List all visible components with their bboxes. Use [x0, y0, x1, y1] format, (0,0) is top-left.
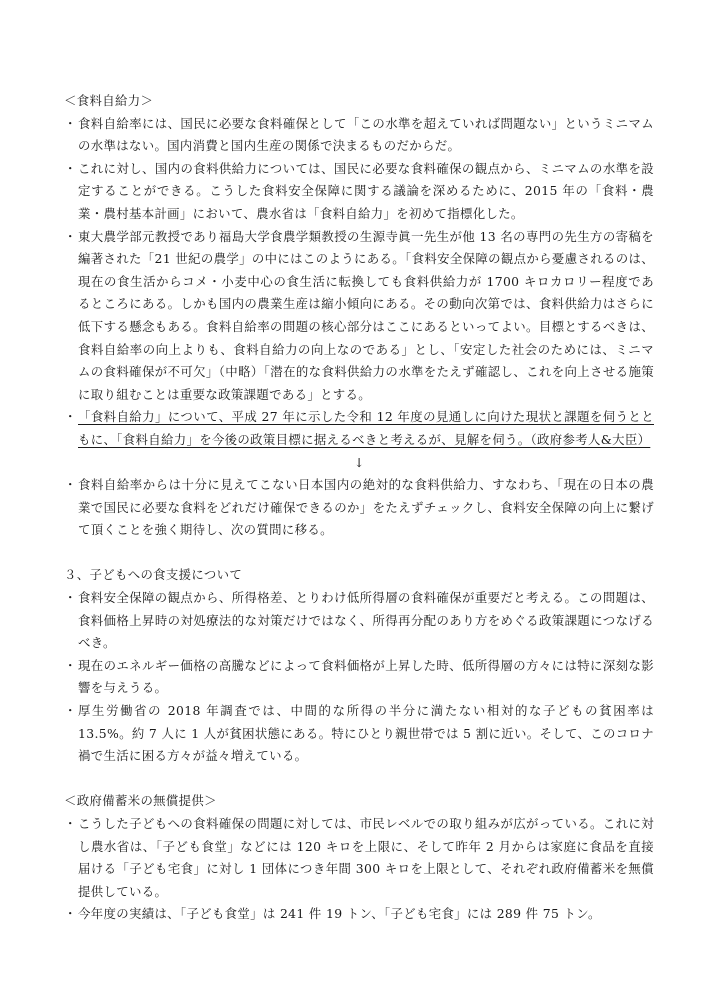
paragraph-text: 東大農学部元教授であり福島大学食農学類教授の生源寺眞一先生が他 13 名の専門の先生方の寄稿を編著された「21 世紀の農学」の中にはこのようにある。「食料安全保障の観点から憂慮されるのは、現在の食生活からコメ・小麦中心の食生活に転換しても食料供給力が 1700 キロカロリー程度であるところにある。しかも国内の農業生産は縮小傾向にある。その動向次第では、食料供給力はさらに低下する懸念もある。食料自給率の問題の核心部分はここにあるといってよい。目標とするべきは、食料自給率の向上よりも、食料自給力の向上なのである」とし、「安定した社会のためには、ミニマムの食料確保が不可欠」（中略）「潜在的な食料供給力の水準をたえず確認し、これを向上させる施策に取り組むことは重要な政策課題である」とする。 — [78, 228, 655, 402]
section-heading-food-self-sufficiency-capacity: ＜食料自給力＞ — [64, 93, 154, 108]
bullet-marker: ・ — [64, 703, 77, 719]
list-item — [64, 587, 654, 655]
bullet-marker: ・ — [64, 160, 77, 176]
paragraph-text: 食料自給率からは十分に見えてこない日本国内の絶対的な食料供給力、すなわち、「現在の日本の農業で国民に必要な食料をどれだけ確保できるのか」をたえずチェックし、食料安全保障の向上に繋げて頂くことを強く期待し、次の質問に移る。 — [78, 477, 654, 538]
paragraph-text: これに対し、国内の食料供給力については、国民に必要な食料確保の観点から、ミニマムの水準を設定することができる。こうした食料安全保障に関する議論を深めるために、2015 年の「食料・農業・農村基本計画」において、農水省は「食料自給力」を初めて指標化した。 — [78, 160, 654, 221]
list-item — [64, 700, 654, 768]
bullet-marker: ・ — [64, 906, 77, 922]
list-item — [64, 655, 654, 700]
section-heading-government-rice-provision: ＜政府備蓄米の無償提供＞ — [64, 793, 217, 809]
paragraph-text: こうした子どもへの食料確保の問題に対しては、市民レベルでの取り組みが広がっている。これに対し農水省は、「子ども食堂」などには 120 キロを上限に、そして昨年 2 月からは家庭に食品を直接届ける「子ども宅食」に対し 1 団体につき年間 300 キロを上限として、それぞれ政府備蓄米を無償提供している。 — [78, 816, 654, 899]
document-page — [64, 90, 654, 926]
question-item — [64, 406, 654, 451]
paragraph-text: 厚生労働省の 2018 年調査では、中間的な所得の半分に満たない相対的な子どもの貧困率は 13.5%。約 7 人に 1 人が貧困状態にある。特にひとり親世帯では 5 割に近い。そして、このコロナ禍で生活に困る方々が益々増えている。 — [78, 703, 654, 764]
paragraph-text: 食料自給率には、国民に必要な食料確保として「この水準を超えていれば問題ない」というミニマムの水準はない。国内消費と国内生産の関係で決まるものだからだ。 — [78, 115, 654, 154]
bullet-marker: ・ — [64, 409, 77, 425]
paragraph-text: 食料安全保障の観点から、所得格差、とりわけ低所得層の食料確保が重要だと考える。この問題は、食料価格上昇時の対処療法的な対策だけではなく、所得再分配のあり方をめぐる政策課題につなげるべき。 — [78, 590, 654, 651]
bullet-marker: ・ — [64, 657, 77, 673]
down-arrow-icon: ↓ — [354, 454, 365, 470]
bullet-marker: ・ — [64, 590, 77, 606]
bullet-marker: ・ — [64, 115, 77, 131]
section-heading-child-food-support: ３、子どもへの食支援について — [64, 567, 243, 583]
list-item — [64, 158, 654, 226]
question-text: 「食料自給力」について、平成 27 年に示した令和 12 年度の見通しに向けた現状と課題を伺うとともに、「食料自給力」を今後の政策目標に据えるべきと考えるが、見解を伺う。（政府参考人&大臣） — [78, 409, 654, 447]
list-item — [64, 226, 654, 407]
list-item — [64, 474, 654, 542]
list-item — [64, 813, 654, 903]
paragraph-text: 今年度の実績は、「子ども食堂」は 241 件 19 トン、「子ども宅食」には 289 件 75 トン。 — [78, 906, 601, 922]
bullet-marker: ・ — [64, 816, 77, 831]
list-item — [64, 113, 654, 158]
paragraph-spacer — [64, 542, 654, 565]
list-item — [64, 903, 654, 926]
bullet-marker: ・ — [64, 228, 77, 244]
paragraph-spacer — [64, 768, 654, 791]
bullet-marker: ・ — [64, 477, 77, 493]
paragraph-text: 現在のエネルギー価格の高騰などによって食料価格が上昇した時、低所得層の方々には特に深刻な影響を与えうる。 — [78, 657, 654, 696]
